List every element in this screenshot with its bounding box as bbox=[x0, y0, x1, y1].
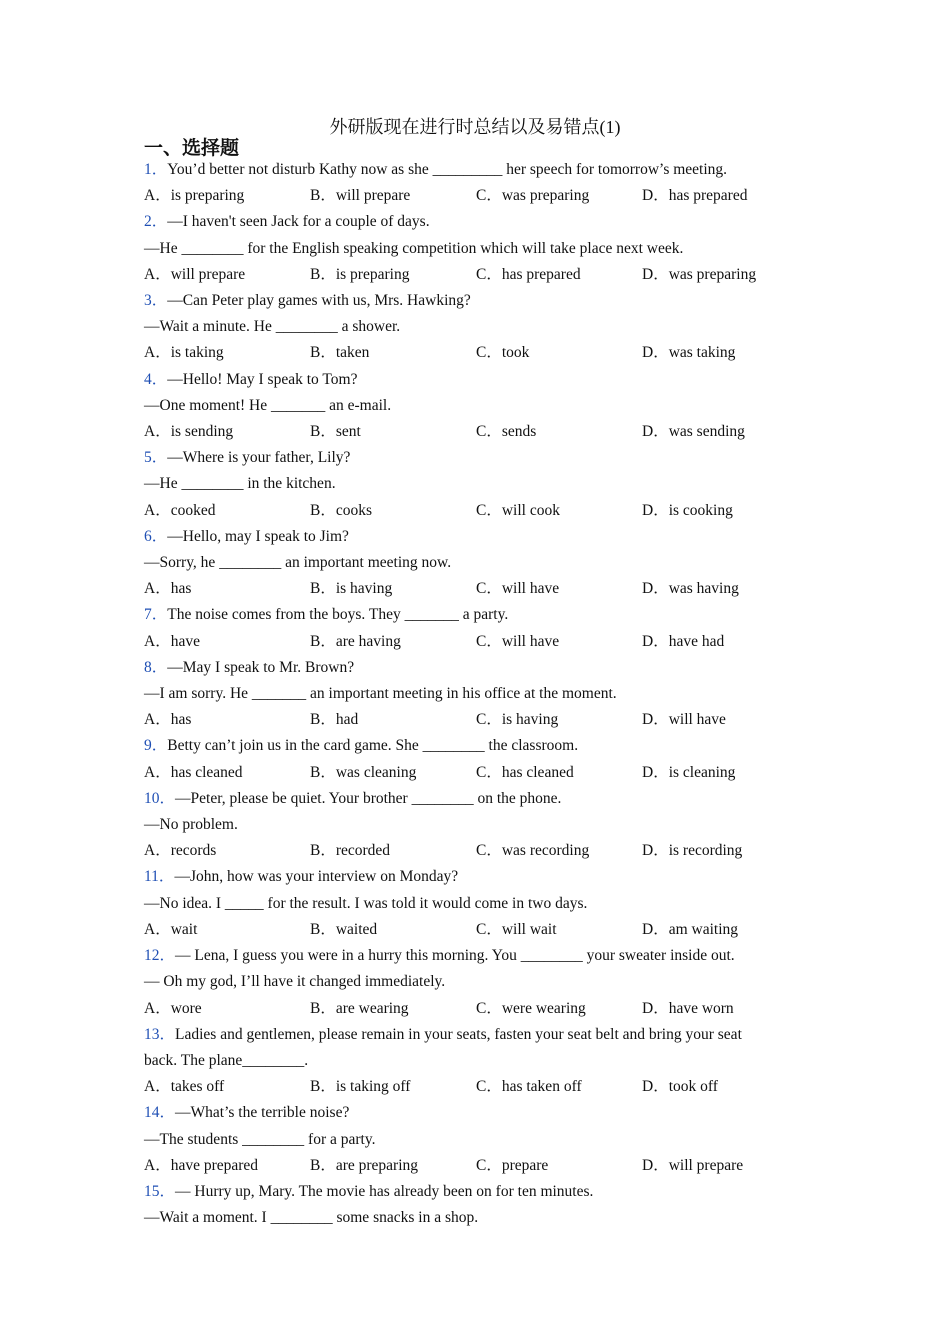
question-stem bbox=[144, 209, 804, 235]
answer-option[interactable]: A．cooked bbox=[144, 501, 216, 519]
question-text: — Lena, I guess you were in a hurry this morning. You ________ your sweater inside out. bbox=[175, 947, 735, 965]
answer-option[interactable]: D．was taking bbox=[642, 344, 736, 362]
answer-option[interactable]: C．is having bbox=[476, 711, 559, 729]
question-number: 6． bbox=[144, 527, 168, 545]
answer-option[interactable]: D．took off bbox=[642, 1078, 718, 1096]
question-number: 2． bbox=[144, 213, 168, 231]
answer-option[interactable]: C．will have bbox=[476, 632, 560, 650]
question-number: 12． bbox=[144, 947, 176, 965]
question-stem bbox=[144, 864, 804, 890]
question-text: —Peter, please be quiet. Your brother ________ on the phone. bbox=[175, 789, 562, 807]
question-stem bbox=[144, 602, 804, 628]
question-number: 4． bbox=[144, 370, 168, 388]
question-line bbox=[144, 550, 804, 576]
answer-options bbox=[144, 340, 804, 366]
question-item bbox=[144, 1179, 804, 1231]
question-text: —What’s the terrible noise? bbox=[175, 1104, 350, 1122]
question-line bbox=[144, 969, 804, 995]
answer-option[interactable]: C．has cleaned bbox=[476, 763, 574, 781]
answer-option[interactable]: C．has prepared bbox=[476, 265, 581, 283]
answer-option[interactable]: C．will have bbox=[476, 580, 560, 598]
answer-option[interactable]: B．are wearing bbox=[310, 999, 409, 1017]
question-text: —Sorry, he ________ an important meeting now. bbox=[144, 554, 452, 572]
answer-option[interactable]: B．is taking off bbox=[310, 1078, 411, 1096]
question-item bbox=[144, 1100, 804, 1179]
question-number: 13． bbox=[144, 1025, 176, 1043]
question-text: —He ________ in the kitchen. bbox=[144, 475, 336, 493]
answer-option[interactable]: C．prepare bbox=[476, 1156, 549, 1174]
question-line bbox=[144, 1048, 804, 1074]
answer-option[interactable]: A．will prepare bbox=[144, 265, 246, 283]
answer-options bbox=[144, 838, 804, 864]
question-stem bbox=[144, 157, 804, 183]
question-line bbox=[144, 681, 804, 707]
question-text: The noise comes from the boys. They _______ a party. bbox=[167, 606, 509, 624]
question-stem bbox=[144, 1022, 804, 1048]
answer-option[interactable]: C．was recording bbox=[476, 842, 590, 860]
question-item bbox=[144, 733, 804, 785]
question-number: 9． bbox=[144, 737, 168, 755]
answer-option[interactable]: C．will wait bbox=[476, 920, 557, 938]
question-text: —No problem. bbox=[144, 816, 238, 834]
question-line bbox=[144, 1205, 804, 1231]
answer-option[interactable]: A．has bbox=[144, 711, 192, 729]
question-text: — Oh my god, I’ll have it changed immediately. bbox=[144, 973, 446, 991]
answer-options bbox=[144, 707, 804, 733]
answer-options bbox=[144, 629, 804, 655]
answer-option[interactable]: B．recorded bbox=[310, 842, 391, 860]
question-line bbox=[144, 236, 804, 262]
answer-option[interactable]: D．have worn bbox=[642, 999, 734, 1017]
answer-option[interactable]: A．has cleaned bbox=[144, 763, 243, 781]
answer-option[interactable]: A．have prepared bbox=[144, 1156, 259, 1174]
answer-option[interactable]: C．sends bbox=[476, 423, 537, 441]
question-item bbox=[144, 524, 804, 603]
question-text: —Hello, may I speak to Jim? bbox=[167, 527, 349, 545]
answer-option[interactable]: C．were wearing bbox=[476, 999, 586, 1017]
answer-option[interactable]: B．had bbox=[310, 711, 359, 729]
question-stem bbox=[144, 288, 804, 314]
question-stem bbox=[144, 367, 804, 393]
answer-option[interactable]: C．took bbox=[476, 344, 530, 362]
section-heading: 一、选择题 bbox=[144, 138, 240, 159]
question-text: You’d better not disturb Kathy now as she _________ her speech for tomorrow’s meeting. bbox=[167, 161, 728, 178]
question-number: 8． bbox=[144, 658, 168, 676]
question-number: 7． bbox=[144, 606, 168, 624]
question-text: —Wait a minute. He ________ a shower. bbox=[144, 318, 401, 336]
question-text: —Hello! May I speak to Tom? bbox=[167, 370, 358, 388]
answer-option[interactable]: B．sent bbox=[310, 423, 361, 441]
answer-option[interactable]: D．is cooking bbox=[642, 501, 733, 519]
answer-options bbox=[144, 419, 804, 445]
answer-option[interactable]: D．was having bbox=[642, 580, 739, 598]
answer-option[interactable]: B．taken bbox=[310, 344, 370, 362]
answer-option[interactable]: A．is preparing bbox=[144, 187, 245, 205]
answer-option[interactable]: B．is having bbox=[310, 580, 393, 598]
answer-option[interactable]: D．will have bbox=[642, 711, 726, 729]
question-text: Ladies and gentlemen, please remain in your seats, fasten your seat belt and bring your seat bbox=[175, 1025, 742, 1043]
question-text: —He ________ for the English speaking competition which will take place next week. bbox=[144, 239, 684, 257]
question-number: 5． bbox=[144, 449, 168, 467]
answer-option[interactable]: D．was preparing bbox=[642, 265, 757, 283]
question-text: —Wait a moment. I ________ some snacks in a shop. bbox=[144, 1209, 479, 1227]
answer-options bbox=[144, 1074, 804, 1100]
question-item bbox=[144, 602, 804, 654]
question-text: —Can Peter play games with us, Mrs. Hawking? bbox=[167, 292, 471, 310]
question-number: 15． bbox=[144, 1182, 176, 1200]
question-number: 10． bbox=[144, 789, 176, 807]
answer-option[interactable]: D．has prepared bbox=[642, 187, 748, 205]
answer-option[interactable]: A．has bbox=[144, 580, 192, 598]
question-stem bbox=[144, 1179, 804, 1205]
question-text: —One moment! He _______ an e-mail. bbox=[144, 396, 392, 414]
answer-options bbox=[144, 183, 804, 209]
question-text: back. The plane________. bbox=[144, 1051, 309, 1069]
answer-option[interactable]: B．waited bbox=[310, 920, 378, 938]
question-number: 14． bbox=[144, 1104, 176, 1122]
answer-option[interactable]: D．is recording bbox=[642, 842, 743, 860]
question-text: — Hurry up, Mary. The movie has already been on for ten minutes. bbox=[175, 1182, 594, 1200]
question-text: —Where is your father, Lily? bbox=[167, 449, 351, 467]
answer-option[interactable]: D．was sending bbox=[642, 423, 745, 441]
answer-option[interactable]: A．takes off bbox=[144, 1078, 225, 1096]
question-item bbox=[144, 157, 804, 209]
answer-options bbox=[144, 996, 804, 1022]
answer-option[interactable]: B．are having bbox=[310, 632, 401, 650]
question-text: —No idea. I _____ for the result. I was told it would come in two days. bbox=[144, 894, 588, 912]
question-stem bbox=[144, 733, 804, 759]
answer-option[interactable]: C．will cook bbox=[476, 501, 560, 519]
answer-option[interactable]: A．wore bbox=[144, 999, 202, 1017]
answer-options bbox=[144, 917, 804, 943]
question-line bbox=[144, 1127, 804, 1153]
question-item bbox=[144, 209, 804, 288]
answer-option[interactable]: D．am waiting bbox=[642, 920, 738, 938]
question-line bbox=[144, 812, 804, 838]
answer-option[interactable]: A．records bbox=[144, 842, 217, 860]
question-text: —The students ________ for a party. bbox=[144, 1130, 376, 1148]
answer-options bbox=[144, 576, 804, 602]
question-number: 3． bbox=[144, 292, 168, 310]
question-item bbox=[144, 655, 804, 734]
question-line bbox=[144, 314, 804, 340]
answer-option[interactable]: D．have had bbox=[642, 632, 725, 650]
question-stem bbox=[144, 786, 804, 812]
document-title: 外研版现在进行时总结以及易错点(1) bbox=[329, 117, 621, 137]
question-item bbox=[144, 943, 804, 1022]
answer-option[interactable]: A．wait bbox=[144, 920, 198, 938]
answer-option[interactable]: B．was cleaning bbox=[310, 763, 417, 781]
question-item bbox=[144, 864, 804, 943]
answer-option[interactable]: B．will prepare bbox=[310, 187, 411, 205]
answer-option[interactable]: D．will prepare bbox=[642, 1156, 744, 1174]
question-item bbox=[144, 445, 804, 524]
question-line bbox=[144, 891, 804, 917]
answer-option[interactable]: A．is sending bbox=[144, 423, 234, 441]
question-number: 1． bbox=[144, 161, 168, 178]
question-item bbox=[144, 367, 804, 446]
answer-options bbox=[144, 1153, 804, 1179]
question-text: —John, how was your interview on Monday? bbox=[174, 868, 459, 886]
question-stem bbox=[144, 445, 804, 471]
question-stem bbox=[144, 524, 804, 550]
answer-option[interactable]: B．is preparing bbox=[310, 265, 410, 283]
answer-option[interactable]: B．cooks bbox=[310, 501, 373, 519]
question-stem bbox=[144, 943, 804, 969]
answer-options bbox=[144, 262, 804, 288]
answer-option[interactable]: B．are preparing bbox=[310, 1156, 419, 1174]
question-item bbox=[144, 1022, 804, 1101]
question-text: —May I speak to Mr. Brown? bbox=[167, 658, 355, 676]
answer-options bbox=[144, 760, 804, 786]
answer-option[interactable]: D．is cleaning bbox=[642, 763, 736, 781]
question-item bbox=[144, 288, 804, 367]
question-line bbox=[144, 471, 804, 497]
answer-option[interactable]: C．has taken off bbox=[476, 1078, 582, 1096]
question-text: —I am sorry. He _______ an important meeting in his office at the moment. bbox=[144, 685, 617, 703]
question-text: Betty can’t join us in the card game. She ________ the classroom. bbox=[167, 737, 579, 755]
question-line bbox=[144, 393, 804, 419]
question-text: —I haven't seen Jack for a couple of days. bbox=[167, 213, 430, 231]
answer-option[interactable]: A．is taking bbox=[144, 344, 224, 362]
answer-option[interactable]: A．have bbox=[144, 632, 200, 650]
question-stem bbox=[144, 1100, 804, 1126]
question-list bbox=[144, 157, 804, 1231]
question-number: 11． bbox=[144, 868, 175, 886]
answer-options bbox=[144, 498, 804, 524]
question-stem bbox=[144, 655, 804, 681]
answer-option[interactable]: C．was preparing bbox=[476, 187, 590, 205]
question-item bbox=[144, 786, 804, 865]
